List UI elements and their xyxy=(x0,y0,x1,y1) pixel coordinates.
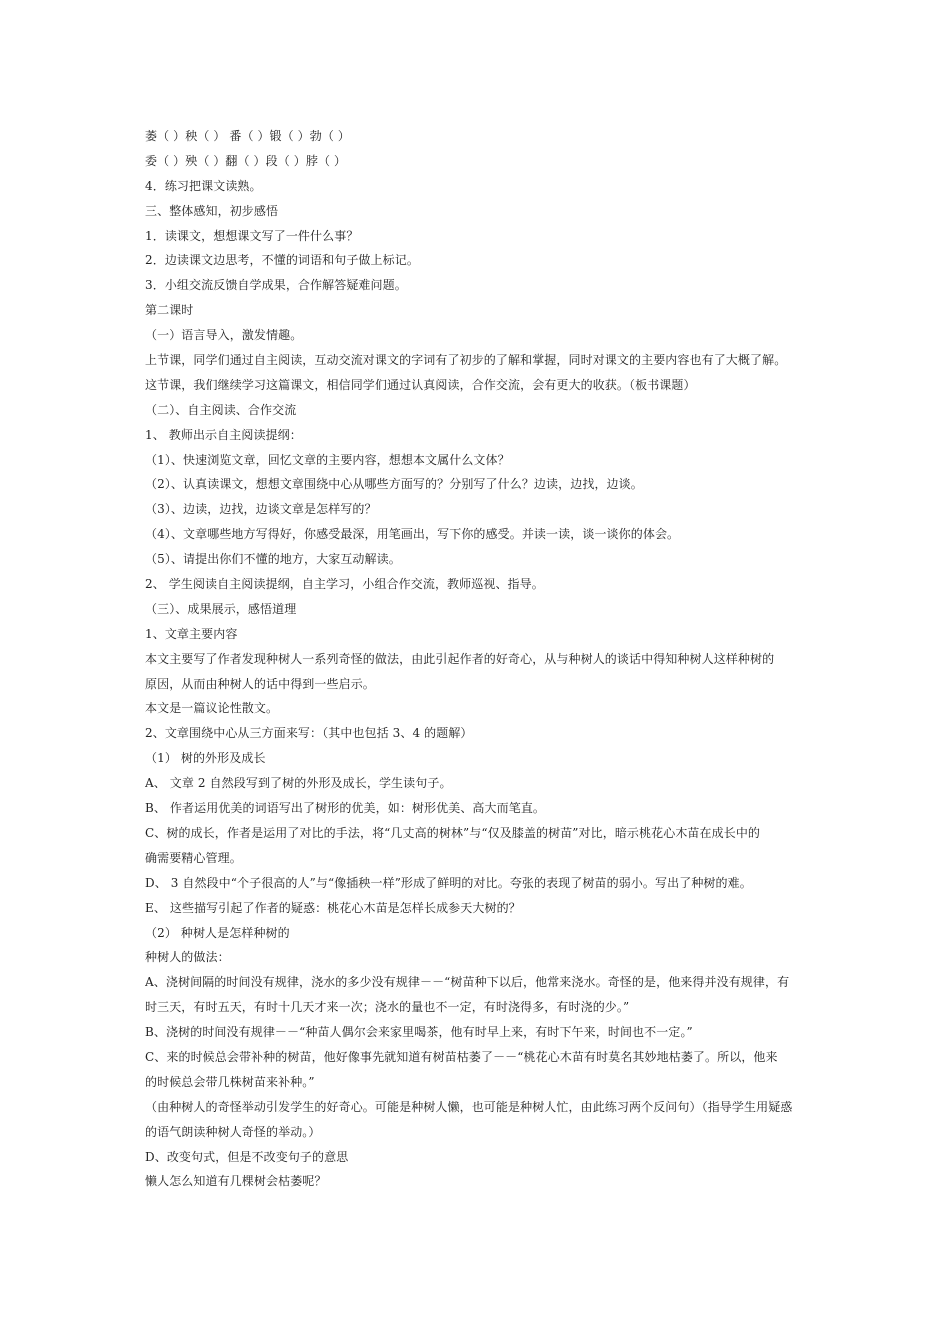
text-line: 懒人怎么知道有几棵树会枯萎呢？ xyxy=(145,1174,327,1189)
text-line: C、树的成长，作者是运用了对比的手法，将“几丈高的树林”与“仅及膝盖的树苗”对比，暗示桃花心木苗在成长中的 xyxy=(145,825,761,840)
text-line: 上节课，同学们通过自主阅读，互动交流对课文的字词有了初步的了解和掌握，同时对课文的主要内容也有了大概了解。 xyxy=(145,353,787,368)
text-line: E、 这些描写引起了作者的疑惑：桃花心木苗是怎样长成参天大树的？ xyxy=(145,900,521,915)
text-line: D、 3 自然段中“个子很高的人”与“像插秧一样”形成了鲜明的对比。夸张的表现了树苗的弱小。写出了种树的难。 xyxy=(145,875,752,890)
text-line: （由种树人的奇怪举动引发学生的好奇心。可能是种树人懒，也可能是种树人忙，由此练习两个反问句）（指导学生用疑惑 xyxy=(145,1099,793,1114)
text-line: （5）、请提出你们不懂的地方，大家互动解读。 xyxy=(145,552,401,567)
text-line: 委（ ）殃（ ）翻（ ）段（ ）脖（ ） xyxy=(145,153,347,168)
text-line: B、浇树的时间没有规律－－“种苗人偶尔会来家里喝茶，他有时早上来，有时下午来，时间也不一定。” xyxy=(145,1025,693,1040)
text-line: A、浇树间隔的时间没有规律，浇水的多少没有规律－－“树苗种下以后，他常来浇水。奇怪的是，他来得并没有规律，有 xyxy=(145,975,790,990)
document-body xyxy=(145,124,813,1194)
text-line: （2）、认真读课文，想想文章围绕中心从哪些方面写的？分别写了什么？边读，边找，边谈。 xyxy=(145,477,643,492)
text-line: （1） 树的外形及成长 xyxy=(145,751,266,766)
text-line: 的语气朗读种树人奇怪的举动。） xyxy=(145,1124,321,1139)
text-line: （4）、文章哪些地方写得好，你感受最深，用笔画出，写下你的感受。并读一读，谈一谈你的体会。 xyxy=(145,527,680,542)
text-line: 这节课，我们继续学习这篇课文，相信同学们通过认真阅读，合作交流，会有更大的收获。（板书课题） xyxy=(145,377,696,392)
text-line: 确需要精心管理。 xyxy=(145,850,242,865)
section-heading: （三）、成果展示，感悟道理 xyxy=(145,601,297,616)
text-line: B、 作者运用优美的词语写出了树形的优美，如：树形优美、高大而笔直。 xyxy=(145,801,546,816)
text-line: 1．读课文，想想课文写了一件什么事？ xyxy=(145,228,359,243)
text-line: 原因，从而由种树人的话中得到一些启示。 xyxy=(145,676,375,691)
text-line: 3．小组交流反馈自学成果，合作解答疑难问题。 xyxy=(145,278,407,293)
text-line: 本文主要写了作者发现种树人一系列奇怪的做法，由此引起作者的好奇心，从与种树人的谈话中得知种树人这样种树的 xyxy=(145,651,775,666)
text-line: A、 文章 2 自然段写到了树的外形及成长，学生读句子。 xyxy=(145,776,452,791)
section-heading: 第二课时 xyxy=(145,303,194,318)
text-line: C、来的时候总会带补种的树苗，他好像事先就知道有树苗枯萎了－－“桃花心木苗有时莫名其妙地枯萎了。所以，他来 xyxy=(145,1049,778,1064)
text-line: 本文是一篇议论性散文。 xyxy=(145,701,279,716)
text-line: 2．边读课文边思考，不懂的词语和句子做上标记。 xyxy=(145,253,419,268)
text-line: 1、 教师出示自主阅读提纲： xyxy=(145,427,302,442)
text-line: 1、文章主要内容 xyxy=(145,626,238,641)
text-line: 4．练习把课文读熟。 xyxy=(145,178,262,193)
section-heading: （二）、自主阅读、合作交流 xyxy=(145,402,297,417)
text-line: 2、文章围绕中心从三方面来写：（其中也包括 3、4 的题解） xyxy=(145,726,473,741)
text-line: 萎（ ）秧（ ） 番（ ）锻（ ）勃（ ） xyxy=(145,129,350,143)
text-line: （1）、快速浏览文章，回忆文章的主要内容，想想本文属什么文体？ xyxy=(145,452,510,467)
section-heading: （一）语言导入，激发情趣。 xyxy=(145,328,303,343)
text-line: 的时候总会带几株树苗来补种。” xyxy=(145,1074,315,1089)
text-line: （3）、边读，边找，边谈文章是怎样写的？ xyxy=(145,502,377,517)
text-line: （2） 种树人是怎样种树的 xyxy=(145,925,290,940)
text-line: 2、 学生阅读自主阅读提纲，自主学习，小组合作交流，教师巡视、指导。 xyxy=(145,577,544,592)
section-heading: 三、整体感知，初步感悟 xyxy=(145,203,279,218)
text-line: 时三天，有时五天，有时十几天才来一次；浇水的量也不一定，有时浇得多，有时浇的少。” xyxy=(145,1000,630,1015)
text-line: 种树人的做法： xyxy=(145,950,230,965)
text-line: D、改变句式，但是不改变句子的意思 xyxy=(145,1149,349,1164)
